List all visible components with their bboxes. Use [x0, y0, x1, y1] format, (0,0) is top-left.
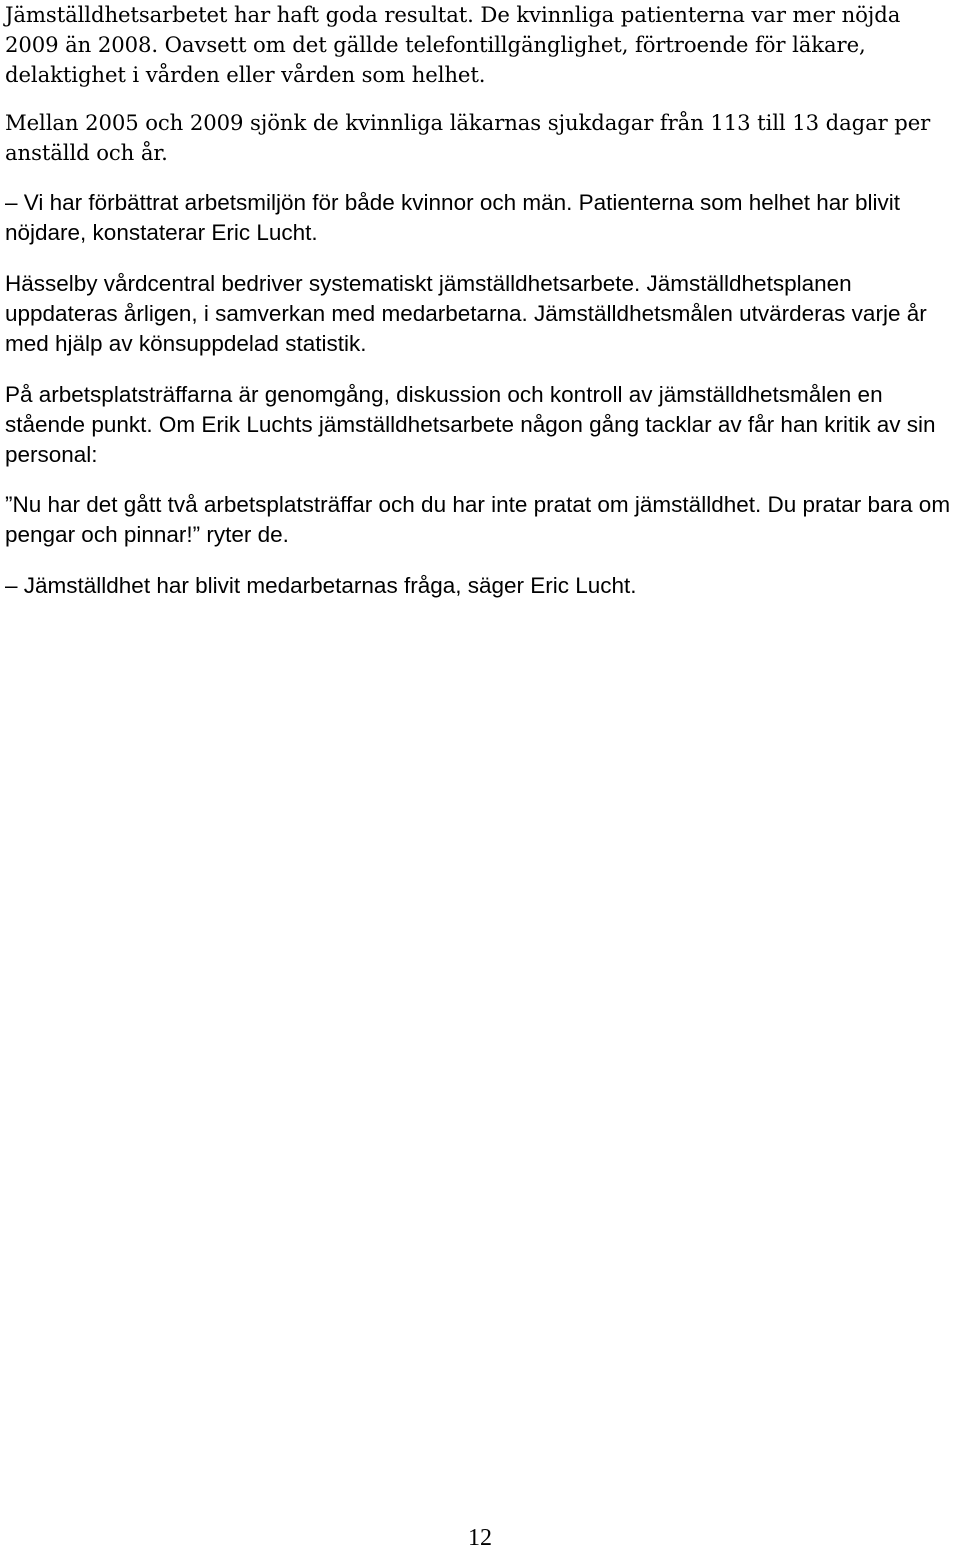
paragraph-systematic-work: Hässelby vårdcentral bedriver systematiskt jämställdhetsarbete. Jämställdhetsplanen uppdateras årligen, i samverkan med medarbetarna. Jämställdhetsmålen utvärderas varje år med hjälp av könsuppdelad statistik.: [5, 271, 927, 356]
document-page: [5, 0, 960, 1550]
paragraph-workplace-meetings: På arbetsplatsträffarna är genomgång, diskussion och kontroll av jämställdhetsmålen en stående punkt. Om Erik Luchts jämställdhetsarbete någon gång tacklar av får han kritik av sin personal:: [5, 382, 936, 467]
paragraph-sick-days: Mellan 2005 och 2009 sjönk de kvinnliga läkarnas sjukdagar från 113 till 13 dagar per anställd och år.: [5, 110, 931, 165]
paragraph-results: Jämställdhetsarbetet har haft goda resultat. De kvinnliga patienterna var mer nöjda 2009 än 2008. Oavsett om det gällde telefontillgänglighet, förtroende för läkare, delaktighet i vården eller vården som helhet.: [5, 2, 901, 87]
page-number: 12: [468, 1525, 492, 1551]
paragraph-quote-work-environment: – Vi har förbättrat arbetsmiljön för både kvinnor och män. Patienterna som helhet har blivit nöjdare, konstaterar Eric Lucht.: [5, 190, 901, 245]
paragraph-closing-quote: – Jämställdhet har blivit medarbetarnas fråga, säger Eric Lucht.: [5, 573, 637, 598]
paragraph-staff-quote: ”Nu har det gått två arbetsplatsträffar och du har inte pratat om jämställdhet. Du pratar bara om pengar och pinnar!” ryter de.: [5, 492, 951, 547]
